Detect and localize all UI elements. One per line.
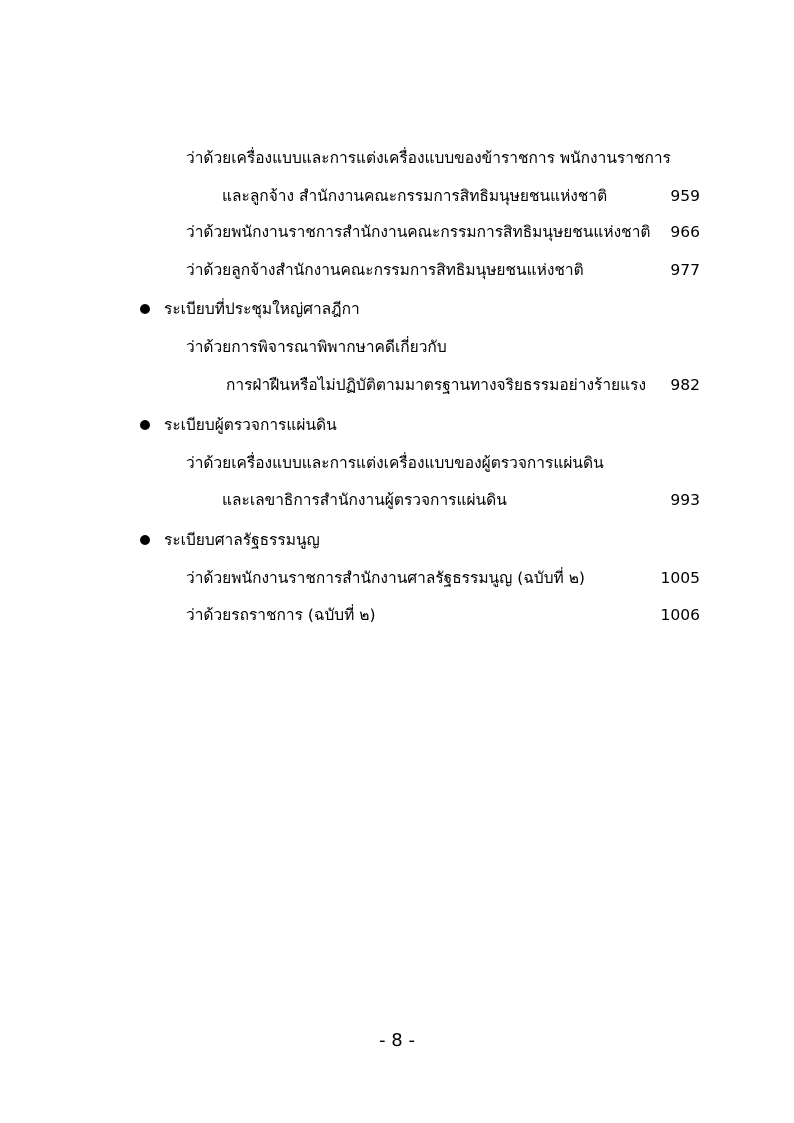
toc-section-heading: ระเบียบที่ประชุมใหญ่ศาลฎีกา — [164, 300, 360, 318]
toc-entry-title-continuation: และลูกจ้าง สำนักงานคณะกรรมการสิทธิมนุษยชนแห่งชาติ — [222, 187, 608, 205]
bullet-icon — [140, 420, 150, 430]
toc-page-number: 982 — [670, 376, 700, 394]
toc-page-number: 966 — [670, 223, 700, 241]
toc-entry-title: ว่าด้วยเครื่องแบบและการแต่งเครื่องแบบของข้าราชการ พนักงานราชการ — [186, 149, 671, 167]
page-footer-number: - 8 - — [379, 1030, 415, 1051]
toc-entry-title-continuation: การฝ่าฝืนหรือไม่ปฏิบัติตามมาตรฐานทางจริยธรรมอย่างร้ายแรง — [226, 376, 647, 394]
toc-section-heading: ระเบียบผู้ตรวจการแผ่นดิน — [164, 416, 337, 434]
toc-entry-title: ว่าด้วยพนักงานราชการสำนักงานศาลรัฐธรรมนูญ (ฉบับที่ ๒) — [186, 569, 585, 587]
toc-page-number: 977 — [670, 261, 700, 279]
toc-page-number: 993 — [670, 491, 700, 509]
toc-entry-title: ว่าด้วยลูกจ้างสำนักงานคณะกรรมการสิทธิมนุษยชนแห่งชาติ — [186, 261, 584, 279]
toc-entry-title: ว่าด้วยพนักงานราชการสำนักงานคณะกรรมการสิทธิมนุษยชนแห่งชาติ — [186, 223, 651, 241]
toc-entry-title: ว่าด้วยรถราชการ (ฉบับที่ ๒) — [186, 606, 376, 624]
bullet-icon — [140, 304, 150, 314]
toc-page-number: 1006 — [660, 606, 700, 624]
toc-page-number: 959 — [670, 187, 700, 205]
toc-section-heading: ระเบียบศาลรัฐธรรมนูญ — [164, 531, 320, 549]
toc-entry-title: ว่าด้วยเครื่องแบบและการแต่งเครื่องแบบของผู้ตรวจการแผ่นดิน — [186, 454, 604, 472]
bullet-icon — [140, 535, 150, 545]
toc-page-number: 1005 — [660, 569, 700, 587]
toc-entry-title: ว่าด้วยการพิจารณาพิพากษาคดีเกี่ยวกับ — [186, 338, 447, 356]
toc-entry-title-continuation: และเลขาธิการสำนักงานผู้ตรวจการแผ่นดิน — [222, 491, 507, 509]
